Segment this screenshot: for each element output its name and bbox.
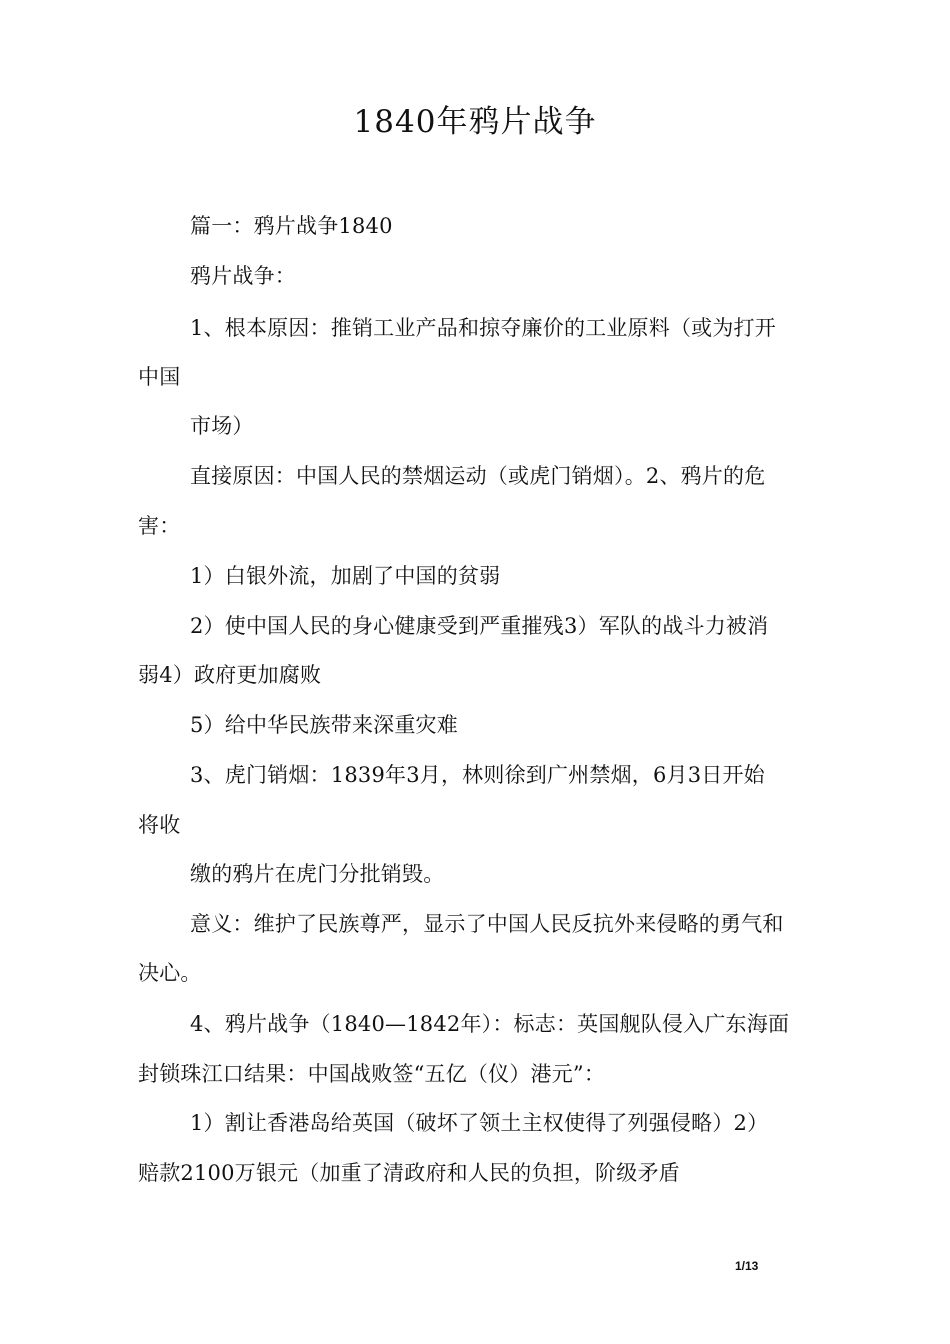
- text-line-8: 1）白银外流，加剧了中国的贫弱: [190, 564, 501, 588]
- text-line-16: 决心。: [138, 961, 202, 985]
- text-line-6: 直接原因：中国人民的禁烟运动（或虎门销烟）。2、鸦片的危: [190, 464, 766, 488]
- text-line-14: 缴的鸦片在虎门分批销毁。: [190, 862, 445, 886]
- text-line-12: 3、虎门销烟：1839年3月，林则徐到广州禁烟，6月3日开始: [190, 763, 765, 787]
- text-line-19: 1）割让香港岛给英国（破坏了领土主权使得了列强侵略）2）: [190, 1111, 769, 1135]
- text-line-1: 篇一：鸦片战争1840: [190, 214, 393, 238]
- text-line-7: 害：: [138, 514, 181, 538]
- text-line-3: 1、根本原因：推销工业产品和掠夺廉价的工业原料（或为打开: [190, 316, 776, 340]
- text-line-5: 市场）: [190, 414, 254, 438]
- document-title: 1840年鸦片战争: [353, 104, 597, 140]
- text-line-13: 将收: [138, 813, 181, 837]
- text-line-11: 5）给中华民族带来深重灾难: [190, 713, 458, 737]
- text-line-20: 赔款2100万银元（加重了清政府和人民的负担，阶级矛盾: [138, 1161, 680, 1185]
- text-line-17: 4、鸦片战争（1840—1842年）：标志：英国舰队侵入广东海面: [190, 1012, 790, 1036]
- text-line-4: 中国: [138, 365, 181, 389]
- text-line-10: 弱4）政府更加腐败: [138, 663, 322, 687]
- text-line-15: 意义：维护了民族尊严，显示了中国人民反抗外来侵略的勇气和: [190, 912, 784, 936]
- text-line-9: 2）使中国人民的身心健康受到严重摧残3）军队的战斗力被消: [190, 614, 769, 638]
- text-line-18: 封锁珠江口结果：中国战败签“五亿（仪）港元”：: [138, 1062, 606, 1086]
- page-number: 1/13: [735, 1259, 759, 1273]
- text-line-2: 鸦片战争：: [190, 264, 296, 288]
